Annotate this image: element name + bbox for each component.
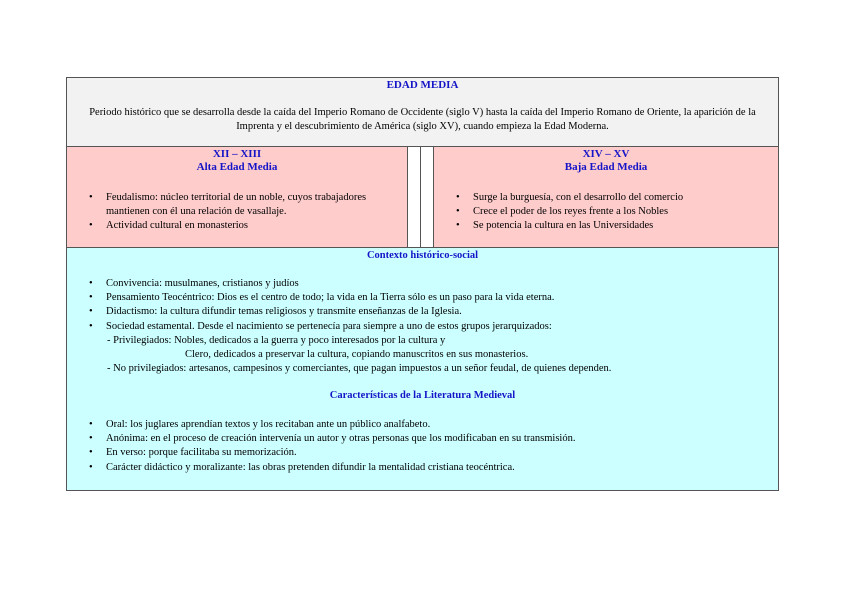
edad-media-table bbox=[66, 77, 779, 491]
no-privilegiados-line: - No privilegiados: artesanos, campesinos y comerciantes, que pagan impuestos a un señor feudal, de quienes dependen. bbox=[107, 363, 612, 374]
intro-title: EDAD MEDIA bbox=[386, 79, 459, 91]
context-list bbox=[67, 277, 778, 334]
column-divider bbox=[407, 147, 408, 247]
list-item: • Se potencia la cultura en las Universidades bbox=[473, 219, 778, 233]
alta-centuries: XII – XIII bbox=[212, 148, 262, 160]
literature-list bbox=[67, 418, 778, 475]
literature-title: Características de la Literatura Medieval bbox=[329, 390, 516, 401]
baja-centuries: XIV – XV bbox=[582, 148, 630, 160]
list-item: • Crece el poder de los reyes frente a los Nobles bbox=[473, 205, 778, 219]
list-item: • Didactismo: la cultura difundir temas religiosos y transmite enseñanzas de la Iglesia. bbox=[106, 305, 778, 319]
list-item: • Surge la burguesía, con el desarrollo del comercio bbox=[473, 191, 778, 205]
list-item: • Pensamiento Teocéntrico: Dios es el centro de todo; la vida en la Tierra sólo es un paso para la vida eterna. bbox=[106, 291, 778, 305]
ages-section bbox=[67, 147, 778, 248]
list-item: • Feudalismo: núcleo territorial de un noble, cuyos trabajadores mantienen con él una relación de vasallaje. bbox=[106, 191, 407, 219]
context-title: Contexto histórico-social bbox=[366, 250, 479, 261]
context-section bbox=[67, 248, 778, 490]
list-item: • Carácter didáctico y moralizante: las obras pretenden difundir la mentalidad cristiana teocéntrica. bbox=[106, 461, 778, 475]
baja-name: Baja Edad Media bbox=[564, 161, 648, 173]
column-divider bbox=[420, 147, 421, 247]
alta-heading bbox=[67, 148, 407, 174]
baja-edad-media-column bbox=[434, 147, 778, 247]
intro-text: Periodo histórico que se desarrolla desde la caída del Imperio Romano de Occidente (siglo V) hasta la caída del Imperio Romano de Oriente, la aparición de la Imprenta y el descubrimiento de América (siglo XV), cuando empieza la Edad Moderna. bbox=[89, 107, 756, 132]
alta-name: Alta Edad Media bbox=[196, 161, 278, 173]
privilegiados-line-1: - Privilegiados: Nobles, dedicados a la guerra y poco interesados por la cultura y bbox=[107, 335, 446, 346]
baja-list bbox=[434, 191, 778, 233]
baja-heading bbox=[434, 148, 778, 174]
alta-edad-media-column bbox=[67, 147, 407, 247]
list-item: • Actividad cultural en monasterios bbox=[106, 219, 407, 233]
privilegiados-line-2: Clero, dedicados a preservar la cultura, copiando manuscritos en sus monasterios. bbox=[185, 349, 529, 360]
list-item: • Anónima: en el proceso de creación intervenía un autor y otras personas que los modificaban en su transmisión. bbox=[106, 432, 778, 446]
list-item: • Convivencia: musulmanes, cristianos y judíos bbox=[106, 277, 778, 291]
intro-section bbox=[67, 78, 778, 147]
list-item: • Sociedad estamental. Desde el nacimiento se pertenecía para siempre a uno de estos grupos jerarquizados: bbox=[106, 320, 778, 334]
list-item: • En verso: porque facilitaba su memorización. bbox=[106, 446, 778, 460]
list-item: • Oral: los juglares aprendían textos y los recitaban ante un público analfabeto. bbox=[106, 418, 778, 432]
alta-list bbox=[67, 191, 407, 233]
